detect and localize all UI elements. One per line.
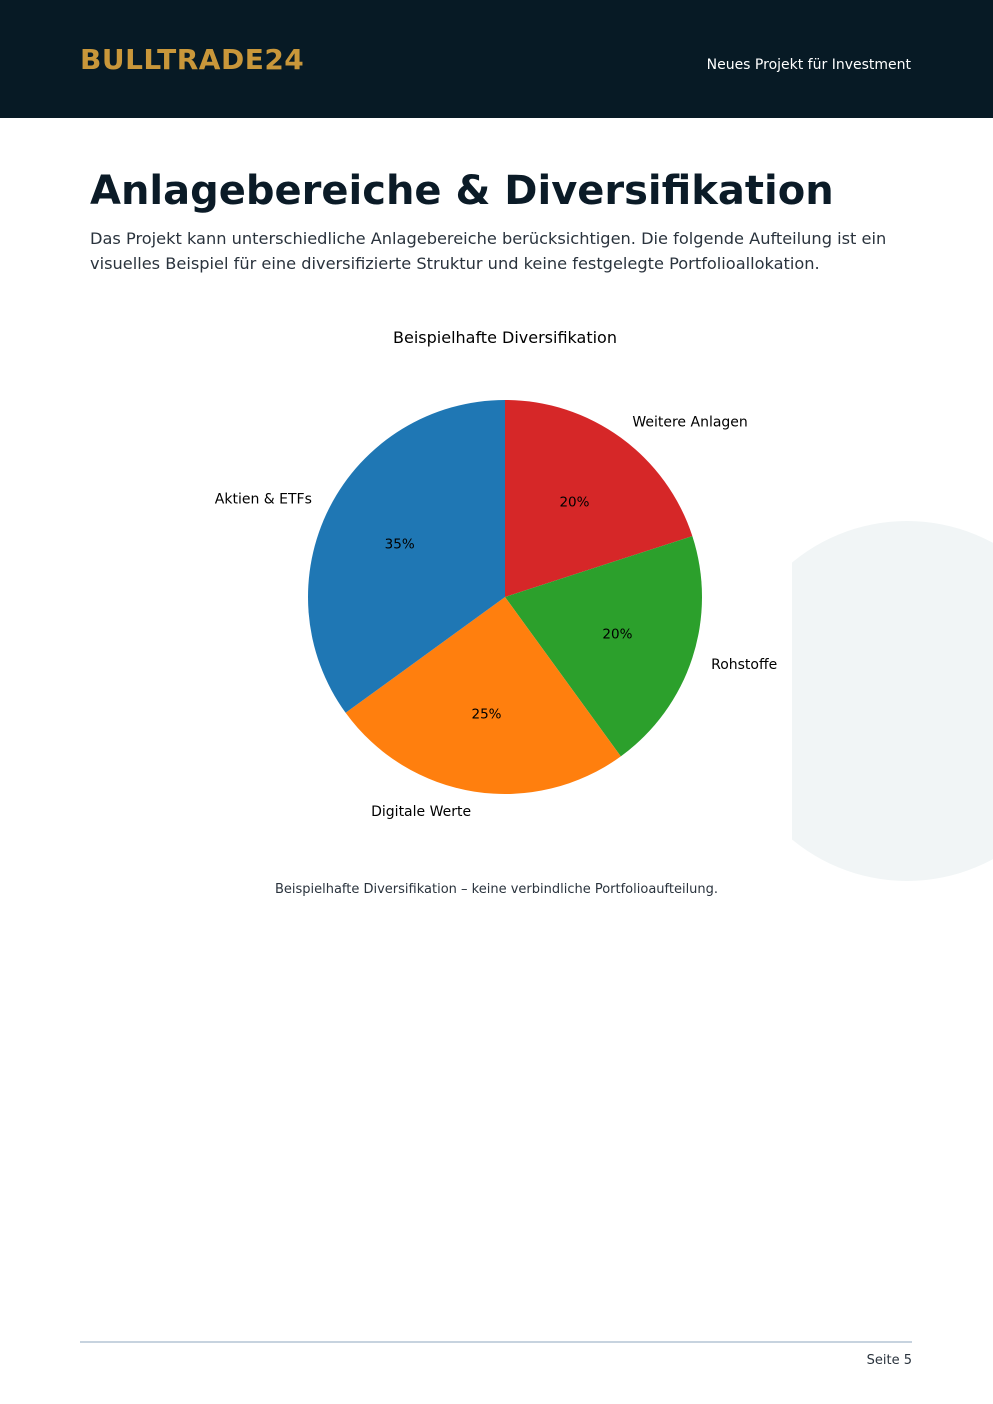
page-title: Anlagebereiche & Diversifikation (90, 168, 834, 214)
intro-paragraph: Das Projekt kann unterschiedliche Anlagebereiche berücksichtigen. Die folgende Aufteilung ist ein visuelles Beispiel für eine diversifizierte Struktur und keine festgelegte Portfolioallokation. (90, 229, 887, 273)
slice-category-label: Rohstoffe (711, 656, 778, 673)
slice-category-label: Aktien & ETFs (214, 491, 312, 508)
brand-logo: BULLTRADE24 (80, 43, 305, 76)
slice-percent-label: 25% (471, 706, 502, 723)
chart-title: Beispielhafte Diversifikation (393, 328, 617, 347)
slice-percent-label: 20% (602, 626, 633, 643)
slice-percent-label: 20% (559, 494, 590, 511)
page-number: Seite 5 (866, 1353, 912, 1368)
slice-percent-label: 35% (384, 536, 415, 553)
header-tagline: Neues Projekt für Investment (706, 57, 911, 73)
chart-caption: Beispielhafte Diversifikation – keine verbindliche Portfolioaufteilung. (274, 882, 719, 897)
slice-category-label: Weitere Anlagen (632, 414, 748, 431)
footer-divider (80, 1341, 912, 1343)
slice-category-label: Digitale Werte (371, 804, 472, 821)
